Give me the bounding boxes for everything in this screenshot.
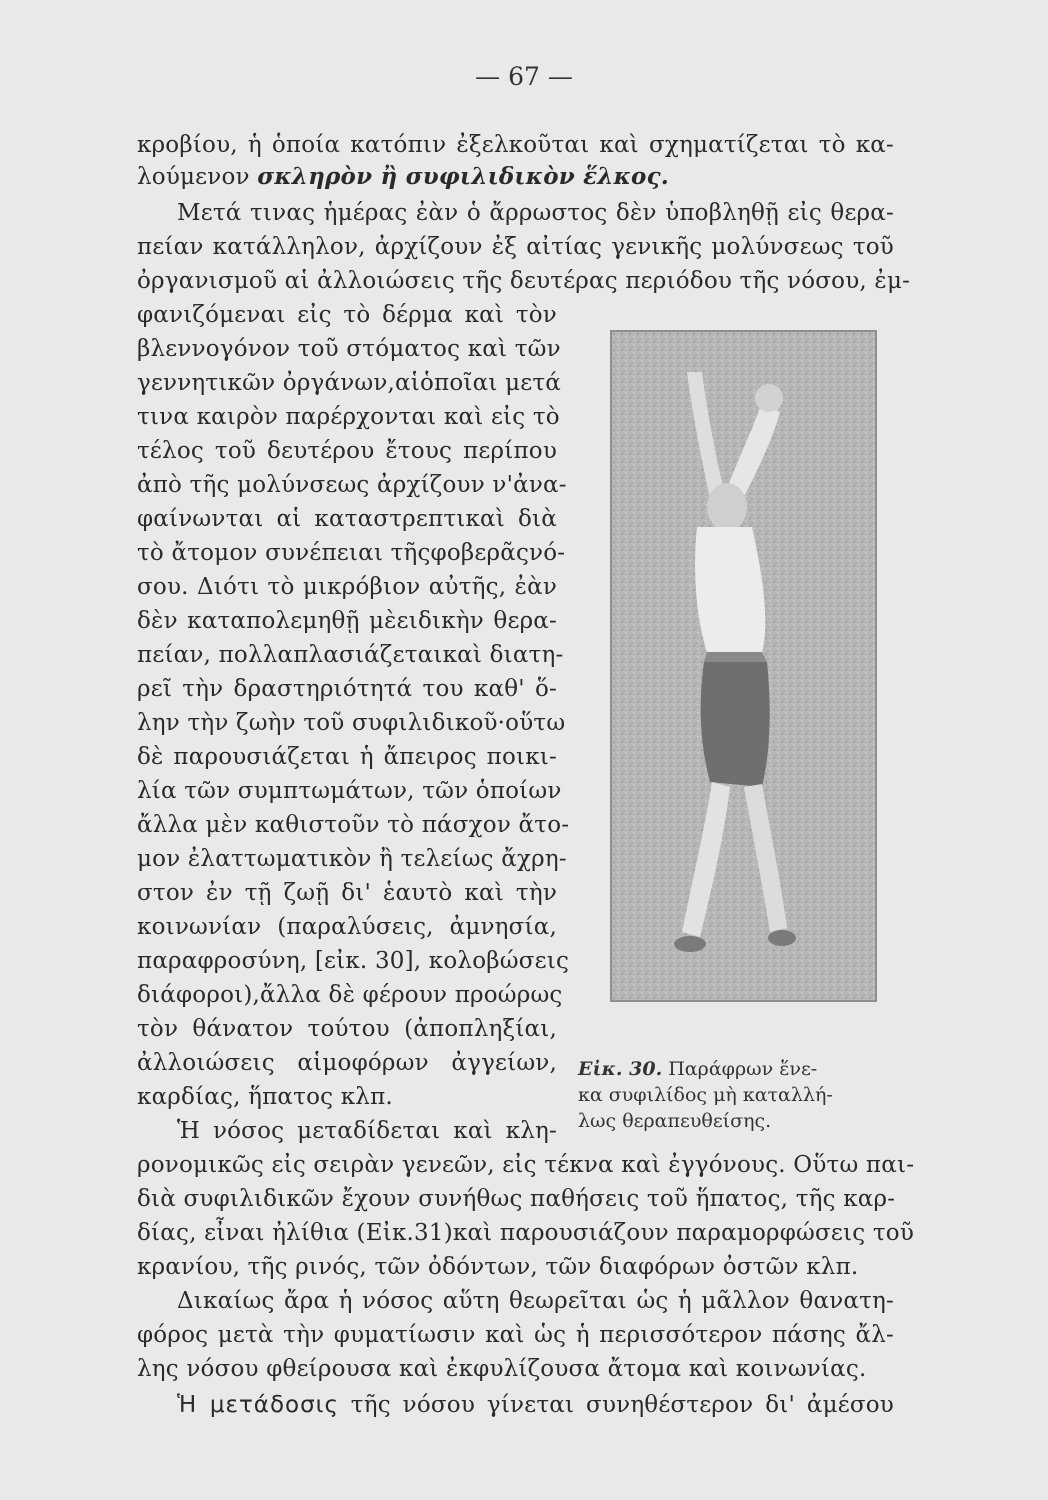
page-number: — 67 — xyxy=(475,62,573,91)
text-line: ρονομικῶς εἰς σειρὰν γενεῶν, εἰς τέκνα καὶ ἐγγόνους. Οὕτω παι- xyxy=(137,1152,915,1178)
text-line: ἀλλοιώσεις αἱμοφόρων ἀγγείων, xyxy=(137,1050,557,1076)
text-line: μον ἐλαττωματικὸν ἢ τελείως ἄχρη- xyxy=(137,846,567,872)
text-line: λης νόσου φθείρουσα καὶ ἐκφυλίζουσα ἄτομα καὶ κοινωνίας. xyxy=(137,1356,867,1382)
text-line: καρδίας, ἥπατος κλπ. xyxy=(137,1084,393,1110)
text-line: δὲν καταπολεμηθῇ μὲειδικὴν θερα- xyxy=(137,608,557,634)
text-line: βλεννογόνον τοῦ στόματος καὶ τῶν xyxy=(137,336,561,362)
text-line: στον ἐν τῇ ζωῇ δι' ἑαυτὸ καὶ τὴν xyxy=(137,880,557,906)
text-line: διάφοροι),ἄλλα δὲ φέρουν προώρως xyxy=(137,982,563,1008)
text-line: τὸν θάνατον τούτου (ἀποπληξίαι, xyxy=(137,1016,557,1042)
figure-caption xyxy=(578,1056,898,1134)
text-line: Μετά τινας ἡμέρας ἐὰν ὁ ἄρρωστος δὲν ὑποβληθῇ εἰς θερα- xyxy=(177,200,894,226)
text-line: πείαν, πολλαπλασιάζεταικαὶ διατη- xyxy=(137,642,564,668)
text-line: σου. Διότι τὸ μικρόβιον αὐτῆς, ἐὰν xyxy=(137,574,557,600)
figure-illustration xyxy=(612,332,875,1000)
text-line xyxy=(137,162,669,192)
caption-text: Παράφρων ἕνε- xyxy=(662,1058,818,1080)
text-fragment: τῆς νόσου γίνεται συνηθέστερον δι' ἀμέσου xyxy=(338,1392,894,1418)
caption-line xyxy=(578,1056,898,1082)
text-line: κροβίου, ἡ ὁποία κατόπιν ἐξελκοῦται καὶ σχηματίζεται τὸ κα- xyxy=(137,132,894,158)
text-line: γεννητικῶν ὀργάνων,αἱὁποῖαι μετά xyxy=(137,370,562,396)
caption-line: λως θεραπευθείσης. xyxy=(578,1110,772,1132)
text-line: παραφροσύνη, [εἰκ. 30], κολοβώσεις xyxy=(137,948,570,974)
figure-label: Εἰκ. 30. xyxy=(578,1058,663,1080)
emphasis-term: Ἡ μετάδοσις xyxy=(177,1392,339,1418)
text-line: ἀπὸ τῆς μολύνσεως ἀρχίζουν ν'ἀνα- xyxy=(137,472,567,498)
text-line: ρεῖ τὴν δραστηριότητά του καθ' ὅ- xyxy=(137,676,557,702)
text-line: φαίνωνται αἱ καταστρεπτικαὶ διὰ xyxy=(137,506,557,532)
text-line: λην τὴν ζωὴν τοῦ συφιλιδικοῦ·οὕτω xyxy=(137,710,566,736)
text-line: ὀργανισμοῦ αἱ ἀλλοιώσεις τῆς δευτέρας περιόδου τῆς νόσου, ἐμ- xyxy=(137,268,911,294)
text-line: φανιζόμεναι εἰς τὸ δέρμα καὶ τὸν xyxy=(137,302,557,328)
figure-photo xyxy=(610,330,877,1002)
emphasis-term: σκληρὸν ἢ συφιλιδικὸν ἕλκος. xyxy=(257,163,670,190)
text-line: κρανίου, τῆς ρινός, τῶν ὀδόντων, τῶν διαφόρων ὀστῶν κλπ. xyxy=(137,1254,859,1280)
text-line: φόρος μετὰ τὴν φυματίωσιν καὶ ὡς ἡ περισσότερον πάσης ἄλ- xyxy=(137,1322,894,1348)
text-line: ἄλλα μὲν καθιστοῦν τὸ πάσχον ἄτο- xyxy=(137,812,570,838)
text-line: λία τῶν συμπτωμάτων, τῶν ὁποίων xyxy=(137,778,562,804)
text-line: διὰ συφιλιδικῶν ἔχουν συνήθως παθήσεις τοῦ ἥπατος, τῆς καρ- xyxy=(137,1186,896,1212)
text-line: Ἡ νόσος μεταδίδεται καὶ κλη- xyxy=(177,1118,557,1144)
text-line: τὸ ἄτομον συνέπειαι τῆςφοβερᾶςνό- xyxy=(137,540,566,566)
text-line: κοινωνίαν (παραλύσεις, ἀμνησία, xyxy=(137,914,557,940)
text-line: τινα καιρὸν παρέρχονται καὶ εἰς τὸ xyxy=(137,404,560,430)
text-line: πείαν κατάλληλον, ἀρχίζουν ἐξ αἰτίας γενικῆς μολύνσεως τοῦ xyxy=(137,234,894,260)
text-line: δίας, εἶναι ἠλίθια (Εἰκ.31)καὶ παρουσιάζουν παραμορφώσεις τοῦ xyxy=(137,1220,914,1246)
caption-line: κα συφιλίδος μὴ καταλλή- xyxy=(578,1084,833,1106)
text-line: Δικαίως ἄρα ἡ νόσος αὕτη θεωρεῖται ὡς ἡ μᾶλλον θανατη- xyxy=(177,1288,894,1314)
text-line: τέλος τοῦ δευτέρου ἔτους περίπου xyxy=(137,438,557,464)
text-fragment: λούμενον xyxy=(137,164,258,190)
text-line: δὲ παρουσιάζεται ἡ ἄπειρος ποικι- xyxy=(137,744,557,770)
text-line xyxy=(137,1390,894,1420)
